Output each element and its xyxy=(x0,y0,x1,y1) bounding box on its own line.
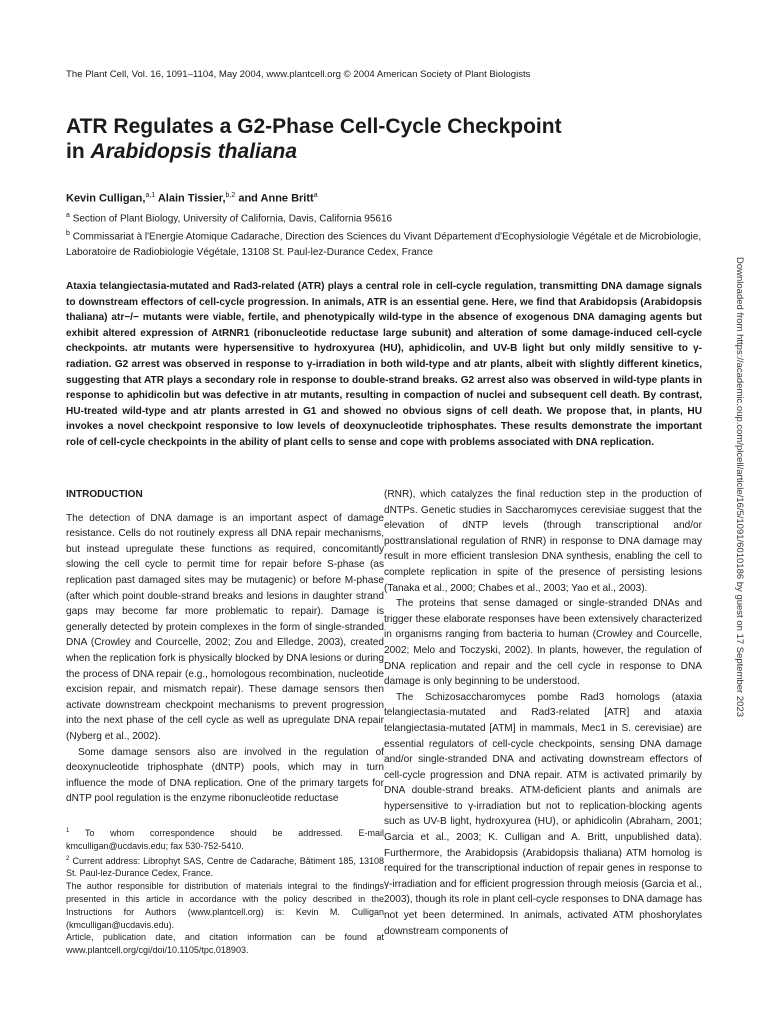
journal-citation: The Plant Cell, Vol. 16, 1091–1104, May 2004, www.plantcell.org © 2004 American Society of Plant Biologists xyxy=(66,69,531,80)
footnote-3: The author responsible for distribution of materials integral to the findings presented in this article in accordance with the policy described in the Instructions for Authors (www.plantcell.org) is: Kevin M. Culligan (kmculligan@ucdavis.edu). xyxy=(66,881,384,930)
article-title xyxy=(66,114,666,164)
author-list xyxy=(66,192,318,205)
affil-text: Section of Plant Biology, University of California, Davis, California 95616 xyxy=(72,213,393,225)
download-note: Downloaded from https://academic.oup.com/plcell/article/16/5/1091/6010186 by guest on 17 September 2023 xyxy=(734,257,745,717)
affiliation-b xyxy=(66,226,726,259)
author-britt: and Anne Britt xyxy=(235,192,314,205)
paragraph: (RNR), which catalyzes the final reduction step in the production of dNTPs. Genetic studies in Saccharomyces cerevisiae suggest that the elevation of dNTP levels (through transcriptional and/or posttranslational regulation of RNR) in response to DNA damage may result in more efficient translesion DNA synthesis, enabling the cell to complete replication in spite of the presence of persisting lesions (Tanaka et al., 2000; Chabes et al., 2003; Yao et al., 2003). xyxy=(384,489,702,594)
footnotes xyxy=(66,825,384,957)
column-right xyxy=(384,487,702,939)
download-watermark xyxy=(733,257,747,777)
column-left xyxy=(66,487,384,807)
abstract xyxy=(66,279,702,451)
paragraph: The detection of DNA damage is an important aspect of damage resistance. Cells do not routinely express all DNA repair mechanisms, but instead upregulate these functions as required, concomitantly slowing the cell cycle to permit time for repair before S-phase (as replication past damaged sites may be mutagenic) or before M-phase (after which point double-strand breaks and lesions in daughter strand gaps may become far more problematic to repair). Damage is generally detected by protein complexes in the form of single-stranded DNA (Crowley and Courcelle, 2002; Zou and Elledge, 2003), created when the replication fork is physically blocked by DNA lesions or during the process of DNA repair (e.g., homologous recombination, nucleotide excision repair, and mismatch repair). These damage sensors then activate downstream checkpoint mechanisms to prevent progression into the next phase of the cell cycle as well as upregulate DNA repair (Nyberg et al., 2002). xyxy=(66,512,384,742)
footnote-text: Current address: Librophyt SAS, Centre de Cadarache, Bâtiment 185, 13108 St. Paul-lez-Durance Cedex, France. xyxy=(66,855,384,879)
title-line-2 xyxy=(66,139,666,164)
abstract-text: Ataxia telangiectasia-mutated and Rad3-related (ATR) plays a central role in cell-cycle regulation, transmitting DNA damage signals to downstream effectors of cell-cycle progression. In animals, ATR is an essential gene. Here, we find that Arabidopsis (Arabidopsis thaliana) atr−/− mutants were viable, fertile, and phenotypically wild-type in the absence of exogenous DNA damaging agents but exhibit altered expression of AtRNR1 (ribonucleotide reductase large subunit) and alteration of some damage-induced cell-cycle checkpoints. atr mutants were hypersensitive to hydroxyurea (HU), aphidicolin, and UV-B light but only mildly sensitive to γ-radiation. G2 arrest was observed in response to γ-irradiation in both wild-type and atr plants, albeit with slightly different kinetics, suggesting that ATR plays a secondary role in response to double-strand breaks. G2 arrest also was observed in wild-type plants in response to aphidicolin but was defective in atr mutants, resulting in compaction of nuclei and subsequent cell death. By contrast, HU-treated wild-type and atr plants arrested in G1 and showed no obvious signs of cell death. We propose that, in plants, HU invokes a novel checkpoint responsive to low levels of deoxynucleotide triphosphates. These results demonstrate the important role of cell-cycle checkpoints in the ability of plant cells to sense and cope with problems associated with DNA replication. xyxy=(66,281,702,448)
paragraph: The Schizosaccharomyces pombe Rad3 homologs (ataxia telangiectasia-mutated and Rad3-related [ATR] and ataxia telangiectasia-mutated [ATM] in mammals, Mec1 in S. cerevisiae) are essential regulators of cell-cycle checkpoints, sensing DNA damage and/or single-stranded DNA and activating downstream effectors of cell-cycle progression and DNA repair. ATM is activated primarily by DNA double-strand breaks. ATM-deficient plants and animals are hypersensitive to γ-irradiation but not to replication-blocking agents such as UV-B light, hydroxyurea (HU), or aphidicolin (Abraham, 2001; Garcia et al., 2003; K. Culligan and A. Britt, unpublished data). Furthermore, the Arabidopsis (Arabidopsis thaliana) ATM homolog is required for the transcriptional induction of repair genes in response to γ-irradiation and for efficient progression through meiosis (Garcia et al., 2003), though its role in plant cell-cycle responses to DNA damage has not yet been determined. In animals, activated ATM phoshorylates downstream components of xyxy=(384,691,702,937)
affiliation-a xyxy=(66,208,726,226)
affiliations xyxy=(66,208,726,260)
author-sup: a xyxy=(313,192,318,199)
footnote-1 xyxy=(66,825,384,853)
title-prefix: in xyxy=(66,140,91,163)
footnote-text: To whom correspondence should be addressed. E-mail kmculligan@ucdavis.edu; fax 530-752-5410. xyxy=(66,828,385,851)
affil-sup: b xyxy=(66,230,70,238)
paragraph: Some damage sensors also are involved in the regulation of deoxynucleotide triphosphate (dNTP) pools, which may in turn influence the mode of DNA replication. One of the primary targets for dNTP pool regulation is the enzyme ribonucleotide reductase xyxy=(66,746,384,805)
footnote-2 xyxy=(66,853,384,881)
footnote-sup: 2 xyxy=(66,855,70,862)
title-line-1: ATR Regulates a G2-Phase Cell-Cycle Checkpoint xyxy=(66,115,562,138)
affil-sup: a xyxy=(66,212,70,219)
paragraph: The proteins that sense damaged or single-stranded DNAs and trigger these elaborate responses have been extensively characterized in organisms ranging from bacteria to human (Crowley and Courcelle, 2002; Melo and Toczyski, 2002). In plants, however, the regulation of DNA replication and repair and the cell cycle in response to DNA damage is only beginning to be understood. xyxy=(384,598,702,688)
author-sup: a,1 xyxy=(145,192,156,199)
title-species: Arabidopsis thaliana xyxy=(90,140,298,163)
section-heading: INTRODUCTION xyxy=(66,489,143,500)
author-culligan: Kevin Culligan, xyxy=(66,192,146,205)
footnote-sup: 1 xyxy=(66,828,70,834)
footnote-4: Article, publication date, and citation information can be found at www.plantcell.org/cgi/doi/10.1105/tpc.018903. xyxy=(66,932,384,956)
author-tissier: Alain Tissier, xyxy=(155,192,226,205)
author-sup: b,2 xyxy=(225,192,236,199)
affil-text: Commissariat à l'Energie Atomique Cadarache, Direction des Sciences du Vivant Département d'Ecophysiologie Végétale et de Microbiologie, Laboratoire de Radiobiologie Végétale, 13108 St. Paul-lez-Durance Cedex, France xyxy=(66,231,702,258)
